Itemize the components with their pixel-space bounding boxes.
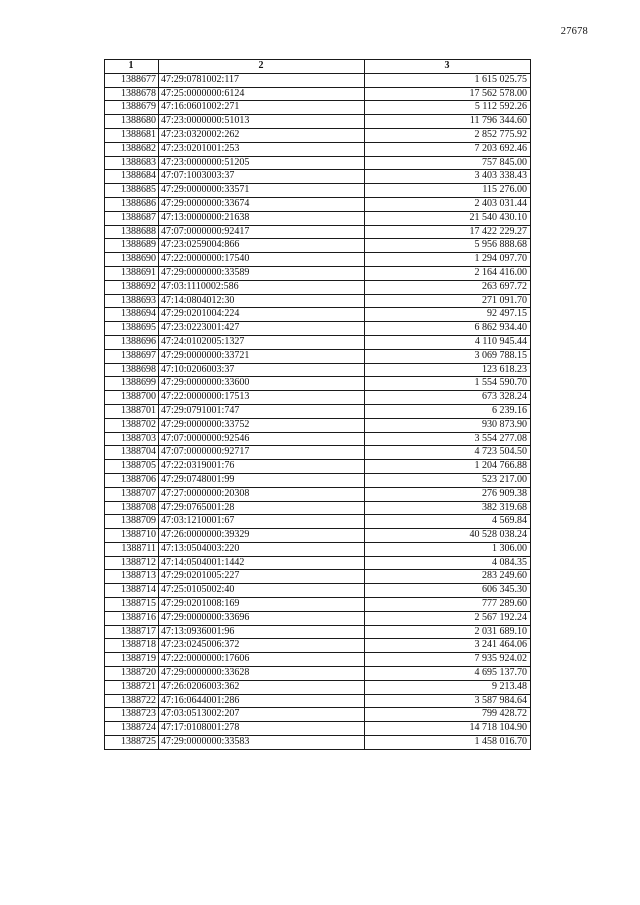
table-row <box>105 377 531 391</box>
row-number-cell: 1388683 <box>105 156 159 170</box>
cadastral-value-cell: 930 873.90 <box>365 418 531 432</box>
cadastral-number-cell: 47:17:0108001:278 <box>159 722 365 736</box>
row-number-cell: 1388695 <box>105 322 159 336</box>
row-number-cell: 1388714 <box>105 584 159 598</box>
table-header-row <box>105 60 531 74</box>
row-number-cell: 1388698 <box>105 363 159 377</box>
row-number-cell: 1388696 <box>105 335 159 349</box>
table-row <box>105 142 531 156</box>
cadastral-value-cell: 6 862 934.40 <box>365 322 531 336</box>
table-row <box>105 225 531 239</box>
table-row <box>105 432 531 446</box>
cadastral-number-cell: 47:07:0000000:92417 <box>159 225 365 239</box>
cadastral-number-cell: 47:22:0000000:17540 <box>159 253 365 267</box>
row-number-cell: 1388702 <box>105 418 159 432</box>
cadastral-value-cell: 1 615 025.75 <box>365 73 531 87</box>
row-number-cell: 1388691 <box>105 266 159 280</box>
row-number-cell: 1388718 <box>105 639 159 653</box>
table-row <box>105 542 531 556</box>
cadastral-number-cell: 47:16:0644001:286 <box>159 694 365 708</box>
table-row <box>105 253 531 267</box>
row-number-cell: 1388685 <box>105 184 159 198</box>
cadastral-value-cell: 40 528 038.24 <box>365 529 531 543</box>
cadastral-number-cell: 47:13:0000000:21638 <box>159 211 365 225</box>
table-row <box>105 515 531 529</box>
cadastral-number-cell: 47:29:0000000:33628 <box>159 667 365 681</box>
table-row <box>105 322 531 336</box>
cadastral-number-cell: 47:14:0504001:1442 <box>159 556 365 570</box>
cadastral-number-cell: 47:29:0791001:747 <box>159 404 365 418</box>
cadastral-value-cell: 283 249.60 <box>365 570 531 584</box>
cadastral-value-cell: 123 618.23 <box>365 363 531 377</box>
cadastral-value-cell: 3 069 788.15 <box>365 349 531 363</box>
cadastral-value-cell: 17 562 578.00 <box>365 87 531 101</box>
row-number-cell: 1388686 <box>105 197 159 211</box>
cadastral-value-cell: 523 217.00 <box>365 473 531 487</box>
row-number-cell: 1388689 <box>105 239 159 253</box>
table-row <box>105 349 531 363</box>
cadastral-value-cell: 7 203 692.46 <box>365 142 531 156</box>
cadastral-value-cell: 2 031 689.10 <box>365 625 531 639</box>
row-number-cell: 1388688 <box>105 225 159 239</box>
row-number-cell: 1388717 <box>105 625 159 639</box>
cadastral-number-cell: 47:26:0206003:362 <box>159 680 365 694</box>
table-body <box>105 73 531 749</box>
cadastral-number-cell: 47:27:0000000:20308 <box>159 487 365 501</box>
table-row <box>105 294 531 308</box>
table-row <box>105 280 531 294</box>
cadastral-value-cell: 3 241 464.06 <box>365 639 531 653</box>
cadastral-value-cell: 271 091.70 <box>365 294 531 308</box>
cadastral-number-cell: 47:29:0000000:33571 <box>159 184 365 198</box>
cadastral-value-cell: 3 403 338.43 <box>365 170 531 184</box>
table-row <box>105 115 531 129</box>
cadastral-value-cell: 5 112 592.26 <box>365 101 531 115</box>
row-number-cell: 1388693 <box>105 294 159 308</box>
row-number-cell: 1388711 <box>105 542 159 556</box>
cadastral-value-cell: 757 845.00 <box>365 156 531 170</box>
row-number-cell: 1388690 <box>105 253 159 267</box>
cadastral-number-cell: 47:23:0245006:372 <box>159 639 365 653</box>
cadastral-number-cell: 47:29:0000000:33583 <box>159 736 365 750</box>
table-row <box>105 667 531 681</box>
cadastral-number-cell: 47:10:0206003:37 <box>159 363 365 377</box>
cadastral-number-cell: 47:13:0504003:220 <box>159 542 365 556</box>
cadastral-value-cell: 4 723 504.50 <box>365 446 531 460</box>
cadastral-number-cell: 47:23:0223001:427 <box>159 322 365 336</box>
cadastral-number-cell: 47:03:0513002:207 <box>159 708 365 722</box>
cadastral-number-cell: 47:03:1210001:67 <box>159 515 365 529</box>
cadastral-value-table <box>104 59 531 750</box>
cadastral-number-cell: 47:23:0259004:866 <box>159 239 365 253</box>
cadastral-number-cell: 47:29:0000000:33752 <box>159 418 365 432</box>
row-number-cell: 1388713 <box>105 570 159 584</box>
row-number-cell: 1388678 <box>105 87 159 101</box>
cadastral-number-cell: 47:23:0320002:262 <box>159 128 365 142</box>
row-number-cell: 1388692 <box>105 280 159 294</box>
row-number-cell: 1388724 <box>105 722 159 736</box>
table-row <box>105 736 531 750</box>
table-row <box>105 639 531 653</box>
column-header-cadastral-number: 2 <box>159 60 365 74</box>
row-number-cell: 1388679 <box>105 101 159 115</box>
cadastral-number-cell: 47:29:0000000:33600 <box>159 377 365 391</box>
cadastral-value-cell: 799 428.72 <box>365 708 531 722</box>
cadastral-value-cell: 7 935 924.02 <box>365 653 531 667</box>
cadastral-value-cell: 6 239.16 <box>365 404 531 418</box>
cadastral-number-cell: 47:29:0765001:28 <box>159 501 365 515</box>
cadastral-value-cell: 14 718 104.90 <box>365 722 531 736</box>
cadastral-value-cell: 4 084.35 <box>365 556 531 570</box>
table-row <box>105 308 531 322</box>
cadastral-number-cell: 47:07:1003003:37 <box>159 170 365 184</box>
table-row <box>105 73 531 87</box>
row-number-cell: 1388684 <box>105 170 159 184</box>
cadastral-value-cell: 3 587 984.64 <box>365 694 531 708</box>
cadastral-value-cell: 11 796 344.60 <box>365 115 531 129</box>
row-number-cell: 1388682 <box>105 142 159 156</box>
row-number-cell: 1388699 <box>105 377 159 391</box>
table-row <box>105 446 531 460</box>
table-row <box>105 335 531 349</box>
row-number-cell: 1388705 <box>105 460 159 474</box>
cadastral-number-cell: 47:29:0000000:33721 <box>159 349 365 363</box>
table-row <box>105 404 531 418</box>
table-row <box>105 680 531 694</box>
cadastral-number-cell: 47:23:0000000:51013 <box>159 115 365 129</box>
cadastral-number-cell: 47:14:0804012:30 <box>159 294 365 308</box>
cadastral-number-cell: 47:29:0748001:99 <box>159 473 365 487</box>
table-row <box>105 722 531 736</box>
row-number-cell: 1388704 <box>105 446 159 460</box>
cadastral-value-cell: 3 554 277.08 <box>365 432 531 446</box>
cadastral-number-cell: 47:29:0201005:227 <box>159 570 365 584</box>
cadastral-number-cell: 47:22:0319001:76 <box>159 460 365 474</box>
row-number-cell: 1388681 <box>105 128 159 142</box>
table-row <box>105 156 531 170</box>
row-number-cell: 1388708 <box>105 501 159 515</box>
row-number-cell: 1388719 <box>105 653 159 667</box>
cadastral-value-cell: 1 458 016.70 <box>365 736 531 750</box>
row-number-cell: 1388697 <box>105 349 159 363</box>
cadastral-value-cell: 2 403 031.44 <box>365 197 531 211</box>
cadastral-number-cell: 47:24:0102005:1327 <box>159 335 365 349</box>
column-header-cadastral-value: 3 <box>365 60 531 74</box>
page-number: 27678 <box>560 26 588 37</box>
cadastral-number-cell: 47:29:0000000:33674 <box>159 197 365 211</box>
row-number-cell: 1388680 <box>105 115 159 129</box>
cadastral-number-cell: 47:07:0000000:92717 <box>159 446 365 460</box>
cadastral-number-cell: 47:29:0000000:33589 <box>159 266 365 280</box>
cadastral-value-cell: 4 569.84 <box>365 515 531 529</box>
row-number-cell: 1388709 <box>105 515 159 529</box>
cadastral-number-cell: 47:23:0000000:51205 <box>159 156 365 170</box>
cadastral-number-cell: 47:29:0201004:224 <box>159 308 365 322</box>
table-row <box>105 128 531 142</box>
table-row <box>105 266 531 280</box>
table-row <box>105 473 531 487</box>
cadastral-number-cell: 47:03:1110002:586 <box>159 280 365 294</box>
row-number-cell: 1388677 <box>105 73 159 87</box>
cadastral-value-cell: 4 695 137.70 <box>365 667 531 681</box>
cadastral-value-cell: 2 852 775.92 <box>365 128 531 142</box>
cadastral-value-cell: 382 319.68 <box>365 501 531 515</box>
table-row <box>105 460 531 474</box>
cadastral-number-cell: 47:29:0781002:117 <box>159 73 365 87</box>
cadastral-value-cell: 2 567 192.24 <box>365 611 531 625</box>
table-row <box>105 197 531 211</box>
table-row <box>105 708 531 722</box>
cadastral-value-cell: 9 213.48 <box>365 680 531 694</box>
row-number-cell: 1388687 <box>105 211 159 225</box>
table-row <box>105 570 531 584</box>
cadastral-number-cell: 47:25:0000000:6124 <box>159 87 365 101</box>
table-row <box>105 170 531 184</box>
table-row <box>105 556 531 570</box>
cadastral-value-cell: 777 289.60 <box>365 598 531 612</box>
cadastral-number-cell: 47:22:0000000:17606 <box>159 653 365 667</box>
row-number-cell: 1388706 <box>105 473 159 487</box>
row-number-cell: 1388710 <box>105 529 159 543</box>
cadastral-number-cell: 47:29:0000000:33696 <box>159 611 365 625</box>
cadastral-number-cell: 47:22:0000000:17513 <box>159 391 365 405</box>
table-row <box>105 487 531 501</box>
cadastral-value-cell: 673 328.24 <box>365 391 531 405</box>
row-number-cell: 1388716 <box>105 611 159 625</box>
cadastral-value-cell: 21 540 430.10 <box>365 211 531 225</box>
cadastral-number-cell: 47:13:0936001:96 <box>159 625 365 639</box>
table-row <box>105 611 531 625</box>
cadastral-number-cell: 47:23:0201001:253 <box>159 142 365 156</box>
table-row <box>105 694 531 708</box>
cadastral-value-cell: 17 422 229.27 <box>365 225 531 239</box>
table-row <box>105 501 531 515</box>
cadastral-value-cell: 92 497.15 <box>365 308 531 322</box>
cadastral-value-cell: 606 345.30 <box>365 584 531 598</box>
cadastral-number-cell: 47:26:0000000:39329 <box>159 529 365 543</box>
cadastral-value-cell: 1 554 590.70 <box>365 377 531 391</box>
table-row <box>105 653 531 667</box>
row-number-cell: 1388715 <box>105 598 159 612</box>
row-number-cell: 1388707 <box>105 487 159 501</box>
table-row <box>105 239 531 253</box>
row-number-cell: 1388721 <box>105 680 159 694</box>
row-number-cell: 1388694 <box>105 308 159 322</box>
table-row <box>105 211 531 225</box>
cadastral-value-cell: 5 956 888.68 <box>365 239 531 253</box>
row-number-cell: 1388701 <box>105 404 159 418</box>
table-row <box>105 101 531 115</box>
table-row <box>105 391 531 405</box>
table-row <box>105 598 531 612</box>
cadastral-value-cell: 1 204 766.88 <box>365 460 531 474</box>
row-number-cell: 1388712 <box>105 556 159 570</box>
table-row <box>105 184 531 198</box>
cadastral-value-cell: 276 909.38 <box>365 487 531 501</box>
table-row <box>105 625 531 639</box>
cadastral-number-cell: 47:29:0201008:169 <box>159 598 365 612</box>
cadastral-value-cell: 1 306.00 <box>365 542 531 556</box>
cadastral-number-cell: 47:07:0000000:92546 <box>159 432 365 446</box>
row-number-cell: 1388722 <box>105 694 159 708</box>
cadastral-number-cell: 47:16:0601002:271 <box>159 101 365 115</box>
row-number-cell: 1388720 <box>105 667 159 681</box>
cadastral-value-cell: 115 276.00 <box>365 184 531 198</box>
row-number-cell: 1388700 <box>105 391 159 405</box>
row-number-cell: 1388703 <box>105 432 159 446</box>
cadastral-value-cell: 4 110 945.44 <box>365 335 531 349</box>
row-number-cell: 1388723 <box>105 708 159 722</box>
cadastral-value-cell: 1 294 097.70 <box>365 253 531 267</box>
cadastral-value-cell: 2 164 416.00 <box>365 266 531 280</box>
table-row <box>105 529 531 543</box>
cadastral-value-cell: 263 697.72 <box>365 280 531 294</box>
table-row <box>105 363 531 377</box>
table-row <box>105 584 531 598</box>
table-row <box>105 87 531 101</box>
table-row <box>105 418 531 432</box>
row-number-cell: 1388725 <box>105 736 159 750</box>
cadastral-number-cell: 47:25:0105002:40 <box>159 584 365 598</box>
column-header-number: 1 <box>105 60 159 74</box>
